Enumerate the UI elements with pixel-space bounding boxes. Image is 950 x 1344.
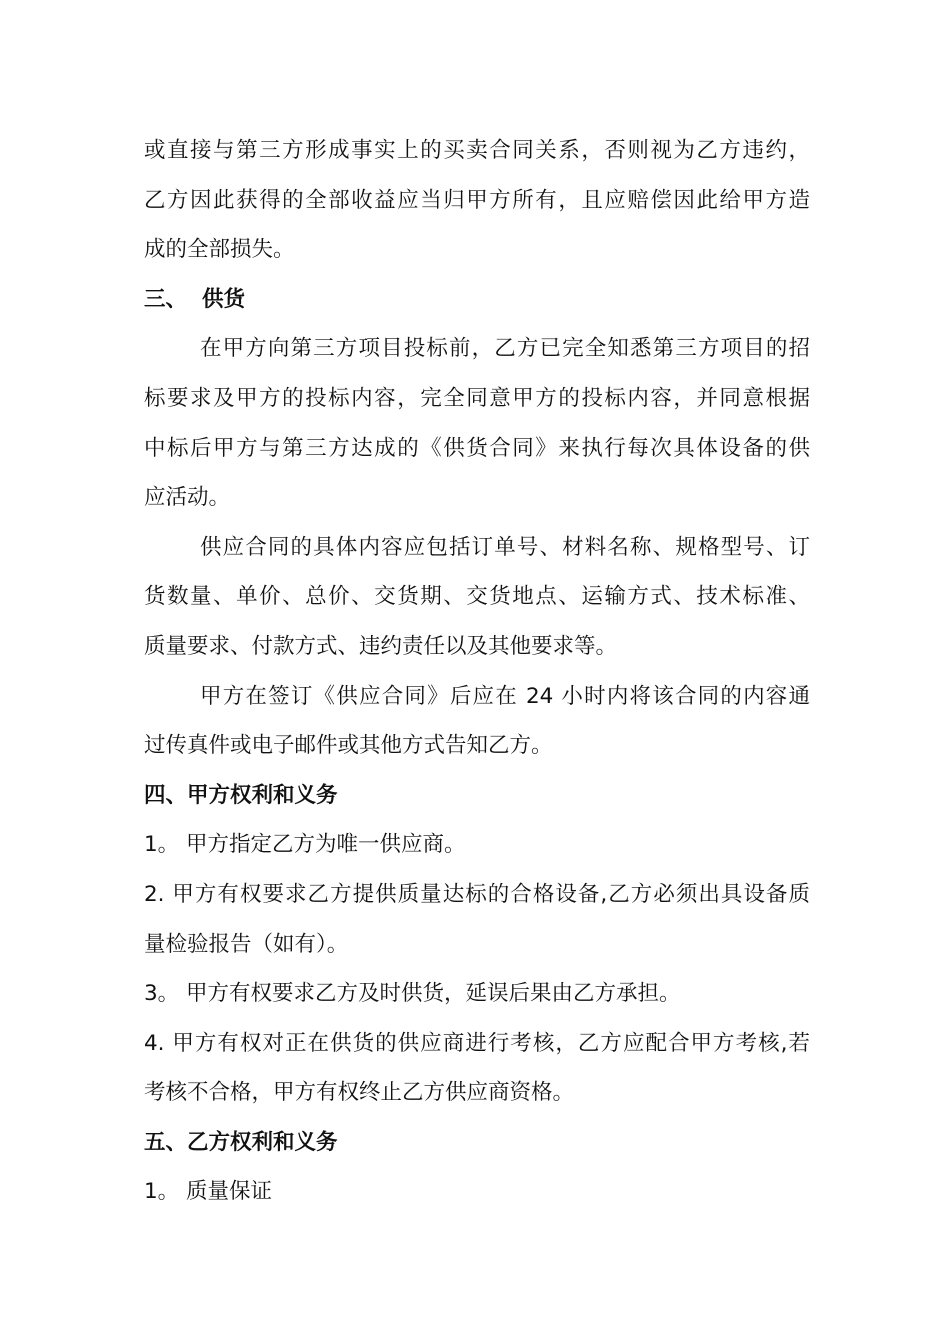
section-heading-4: 四、甲方权利和义务 [144,782,338,808]
body-line: 供应合同的具体内容应包括订单号、材料名称、规格型号、订 [200,534,810,560]
body-line: 甲方在签订《供应合同》后应在 24 小时内将该合同的内容通 [200,683,810,709]
body-line: 成的全部损失。 [144,237,295,263]
body-line: 标要求及甲方的投标内容，完全同意甲方的投标内容，并同意根据 [144,385,810,411]
body-line: 中标后甲方与第三方达成的《供货合同》来执行每次具体设备的供 [144,435,810,461]
body-line: 在甲方向第三方项目投标前，乙方已完全知悉第三方项目的招 [200,336,810,362]
list-item: 1。 甲方指定乙方为唯一供应商。 [144,832,466,858]
list-item: 3。 甲方有权要求乙方及时供货，延误后果由乙方承担。 [144,981,681,1007]
list-item: 1。 质量保证 [144,1179,273,1205]
list-item: 4. 甲方有权对正在供货的供应商进行考核，乙方应配合甲方考核,若 [144,1030,810,1056]
section-heading-5: 五、乙方权利和义务 [144,1129,338,1155]
list-item: 2. 甲方有权要求乙方提供质量达标的合格设备,乙方必须出具设备质 [144,881,810,907]
body-line: 考核不合格，甲方有权终止乙方供应商资格。 [144,1080,575,1106]
body-line: 或直接与第三方形成事实上的买卖合同关系，否则视为乙方违约， [144,138,810,163]
body-line: 量检验报告（如有）。 [144,931,349,957]
section-heading-3: 三、 供货 [144,286,245,312]
body-line: 货数量、单价、总价、交货期、交货地点、运输方式、技术标准、 [144,584,810,610]
body-line: 应活动。 [144,485,231,511]
body-line: 乙方因此获得的全部收益应当归甲方所有，且应赔偿因此给甲方造 [144,187,810,213]
body-line: 过传真件或电子邮件或其他方式告知乙方。 [144,733,553,759]
document-page [144,126,810,1217]
body-line: 质量要求、付款方式、违约责任以及其他要求等。 [144,633,618,659]
